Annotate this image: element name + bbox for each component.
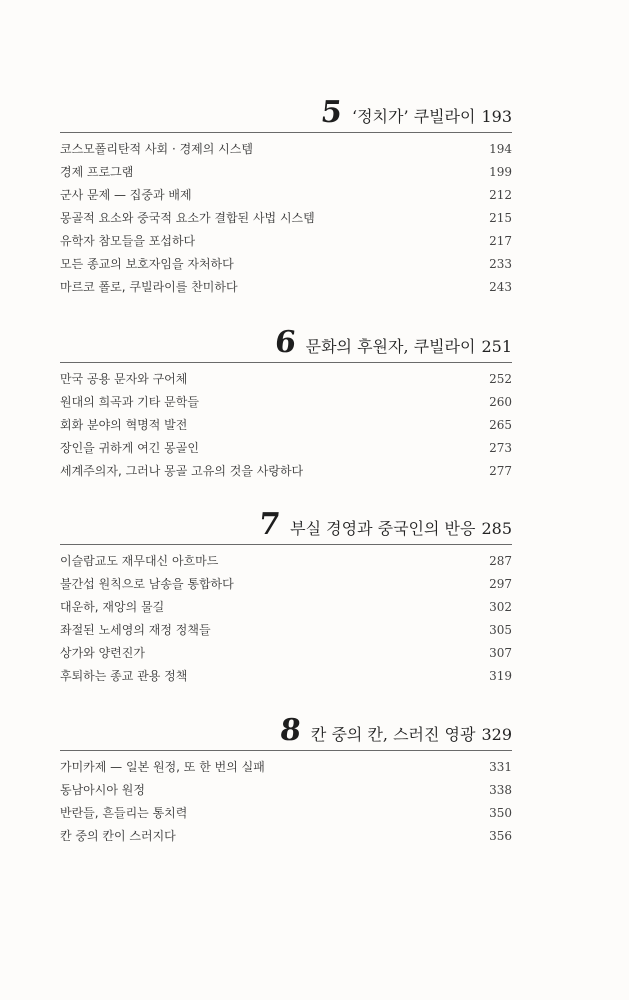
chapter-title: 문화의 후원자, 쿠빌라이 — [305, 337, 476, 356]
entry-page-number: 194 — [489, 141, 512, 156]
entry-title: 몽골적 요소와 중국적 요소가 결합된 사법 시스템 — [60, 211, 315, 225]
toc-entry[interactable] — [60, 137, 512, 160]
chapter-title: 칸 중의 칸, 스러진 영광 — [310, 725, 476, 744]
entry-title: 만국 공용 문자와 구어체 — [60, 372, 188, 386]
toc-entry[interactable] — [60, 641, 512, 664]
entry-title: 좌절된 노세영의 재정 정책들 — [60, 623, 211, 637]
entry-title: 마르코 폴로, 쿠빌라이를 찬미하다 — [60, 280, 238, 294]
chapter-number: 5 — [319, 95, 344, 130]
entry-title: 세계주의자, 그러나 몽골 고유의 것을 사랑하다 — [60, 464, 304, 478]
entry-page-number: 217 — [489, 233, 512, 248]
entry-title: 코스모폴리탄적 사회 · 경제의 시스템 — [60, 142, 253, 156]
toc-entry[interactable] — [60, 549, 512, 572]
entry-title: 경제 프로그램 — [60, 165, 134, 179]
entry-page-number: 319 — [489, 668, 512, 683]
toc-entry[interactable] — [60, 755, 512, 778]
chapter-number: 8 — [278, 713, 303, 748]
chapter-page-number: 193 — [481, 107, 512, 126]
toc-entry[interactable] — [60, 252, 512, 275]
chapter-page-number: 329 — [481, 725, 512, 744]
entry-title: 유학자 참모들을 포섭하다 — [60, 234, 196, 248]
chapter-heading — [60, 500, 512, 545]
entry-page-number: 243 — [489, 279, 512, 294]
entry-title: 칸 중의 칸이 스러지다 — [60, 829, 176, 843]
entry-page-number: 199 — [489, 164, 512, 179]
chapter-heading — [60, 706, 512, 751]
entry-title: 반란들, 흔들리는 통치력 — [60, 806, 188, 820]
toc-entry[interactable] — [60, 459, 512, 482]
chapter-heading — [60, 88, 512, 133]
entry-title: 대운하, 재앙의 물길 — [60, 600, 165, 614]
entry-title: 불간섭 원칙으로 남송을 통합하다 — [60, 577, 234, 591]
entry-page-number: 260 — [489, 394, 512, 409]
entry-page-number: 233 — [489, 256, 512, 271]
chapter-title: 부실 경영과 중국인의 반응 — [290, 519, 476, 538]
entry-page-number: 338 — [489, 782, 512, 797]
entry-title: 이슬람교도 재무대신 아흐마드 — [60, 554, 219, 568]
entry-page-number: 277 — [489, 463, 512, 478]
toc-entry[interactable] — [60, 618, 512, 641]
entry-page-number: 215 — [489, 210, 512, 225]
entry-page-number: 305 — [489, 622, 512, 637]
toc-entry[interactable] — [60, 229, 512, 252]
toc-entry[interactable] — [60, 160, 512, 183]
entry-page-number: 273 — [489, 440, 512, 455]
entry-title: 원대의 희곡과 기타 문학들 — [60, 395, 199, 409]
entry-page-number: 302 — [489, 599, 512, 614]
toc-entry[interactable] — [60, 183, 512, 206]
entry-page-number: 297 — [489, 576, 512, 591]
toc-entry[interactable] — [60, 436, 512, 459]
chapter-number: 7 — [257, 507, 283, 542]
toc-entry[interactable] — [60, 664, 512, 687]
entry-page-number: 265 — [489, 417, 512, 432]
toc-entry[interactable] — [60, 390, 512, 413]
chapter-number: 6 — [272, 325, 298, 360]
toc-entry[interactable] — [60, 206, 512, 229]
entry-page-number: 356 — [489, 828, 512, 843]
entry-page-number: 252 — [489, 371, 512, 386]
chapter-7 — [60, 500, 512, 687]
chapter-8 — [60, 706, 512, 847]
entry-page-number: 350 — [489, 805, 512, 820]
toc-entry[interactable] — [60, 413, 512, 436]
toc-entry[interactable] — [60, 824, 512, 847]
entry-title: 상가와 양련진가 — [60, 646, 145, 660]
toc-entry[interactable] — [60, 572, 512, 595]
chapter-heading — [60, 318, 512, 363]
toc-entry[interactable] — [60, 595, 512, 618]
chapter-6 — [60, 318, 512, 482]
entry-title: 회화 분야의 혁명적 발전 — [60, 418, 188, 432]
chapter-page-number: 251 — [481, 337, 512, 356]
entry-title: 동남아시아 원정 — [60, 783, 145, 797]
toc-entry[interactable] — [60, 275, 512, 298]
toc-entry[interactable] — [60, 801, 512, 824]
entry-page-number: 331 — [489, 759, 512, 774]
entry-title: 후퇴하는 종교 관용 정책 — [60, 669, 188, 683]
entry-page-number: 287 — [489, 553, 512, 568]
chapter-5 — [60, 88, 512, 298]
entry-page-number: 307 — [489, 645, 512, 660]
entry-title: 군사 문제 — 집중과 배제 — [60, 188, 192, 202]
toc-entry[interactable] — [60, 367, 512, 390]
entry-title: 가미카제 — 일본 원정, 또 한 번의 실패 — [60, 760, 265, 774]
entry-title: 장인을 귀하게 여긴 몽골인 — [60, 441, 199, 455]
chapter-title: ‘정치가’ 쿠빌라이 — [352, 107, 476, 126]
toc-entry[interactable] — [60, 778, 512, 801]
chapter-page-number: 285 — [481, 519, 512, 538]
entry-title: 모든 종교의 보호자임을 자처하다 — [60, 257, 234, 271]
entry-page-number: 212 — [489, 187, 512, 202]
